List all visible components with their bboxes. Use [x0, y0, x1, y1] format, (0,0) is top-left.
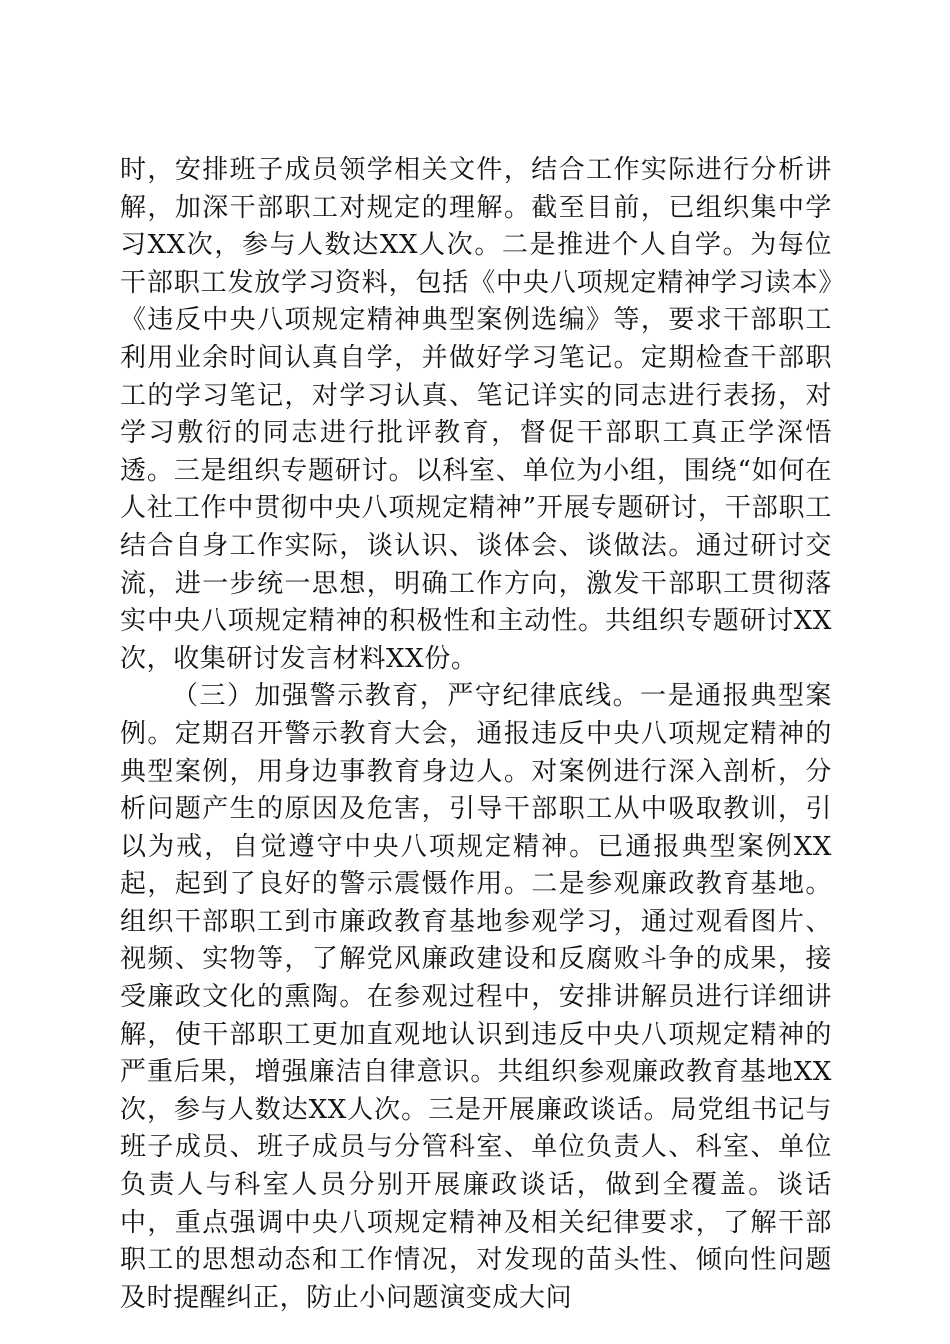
body-paragraph-1: 时，安排班子成员领学相关文件，结合工作实际进行分析讲解，加深干部职工对规定的理解。截至目前，已组织集中学习XX次，参与人数达XX人次。二是推进个人自学。为每位干部职工发放学习资料，包括《中央八项规定精神学习读本》《违反中央八项规定精神典型案例选编》等，要求干部职工利用业余时间认真自学，并做好学习笔记。定期检查干部职工的学习笔记，对学习认真、笔记详实的同志进行表扬，对学习敷衍的同志进行批评教育，督促干部职工真正学深悟透。三是组织专题研讨。以科室、单位为小组，围绕“如何在人社工作中贯彻中央八项规定精神”开展专题研讨，干部职工结合自身工作实际，谈认识、谈体会、谈做法。通过研讨交流，进一步统一思想，明确工作方向，激发干部职工贯彻落实中央八项规定精神的积极性和主动性。共组织专题研讨XX次，收集研讨发言材料XX份。	[120, 155, 832, 674]
document-body	[120, 152, 832, 1317]
body-paragraph-2: （三）加强警示教育，严守纪律底线。一是通报典型案例。定期召开警示教育大会，通报违反中央八项规定精神的典型案例，用身边事教育身边人。对案例进行深入剖析，分析问题产生的原因及危害，引导干部职工从中吸取教训，引以为戒，自觉遵守中央八项规定精神。已通报典型案例XX起，起到了良好的警示震慑作用。二是参观廉政教育基地。组织干部职工到市廉政教育基地参观学习，通过观看图片、视频、实物等，了解党风廉政建设和反腐败斗争的成果，接受廉政文化的熏陶。在参观过程中，安排讲解员进行详细讲解，使干部职工更加直观地认识到违反中央八项规定精神的严重后果，增强廉洁自律意识。共组织参观廉政教育基地XX次，参与人数达XX人次。三是开展廉政谈话。局党组书记与班子成员、班子成员与分管科室、单位负责人、科室、单位负责人与科室人员分别开展廉政谈话，做到全覆盖。谈话中，重点强调中央八项规定精神及相关纪律要求，了解干部职工的思想动态和工作情况，对发现的苗头性、倾向性问题及时提醒纠正，防止小问题演变成大问	[120, 681, 832, 1313]
